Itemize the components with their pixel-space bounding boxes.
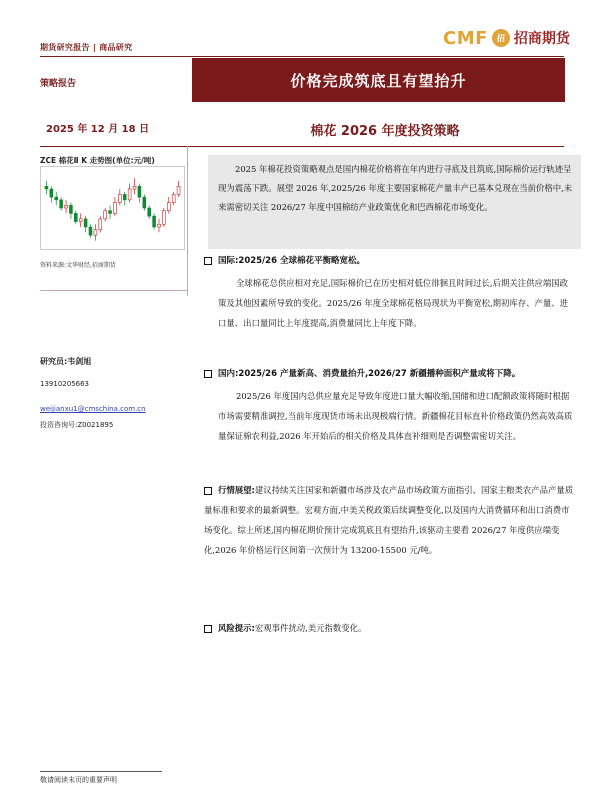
company-logo bbox=[443, 26, 570, 50]
sidebar-divider bbox=[187, 146, 188, 296]
risk-label: 风险提示: bbox=[218, 623, 255, 633]
candle-body bbox=[162, 211, 165, 225]
analyst-phone: 13910205663 bbox=[40, 380, 89, 388]
bullet-square-icon bbox=[204, 625, 212, 633]
report-type: 策略报告 bbox=[40, 79, 77, 89]
chart-source: 资料来源:文华财经,招商期货 bbox=[40, 262, 116, 269]
bullet-square-icon bbox=[204, 370, 212, 378]
analyst-email-link[interactable]: weijianxu1@cmschina.com.cn bbox=[40, 405, 146, 413]
candle-body bbox=[158, 224, 161, 227]
candle-body bbox=[109, 211, 112, 214]
candle-body bbox=[167, 203, 170, 211]
chart-divider bbox=[40, 290, 187, 291]
analyst-name: 研究员:韦剑旭 bbox=[40, 357, 92, 366]
report-title: 价格完成筑底且有望抬升 bbox=[290, 71, 467, 90]
candle-body bbox=[138, 186, 141, 197]
candle-body bbox=[148, 208, 151, 216]
candlestick-chart bbox=[40, 166, 185, 250]
candle-body bbox=[99, 219, 102, 230]
report-subtitle: 棉花 2026 年度投资策略 bbox=[310, 124, 460, 139]
subtitle-divider bbox=[40, 146, 564, 147]
candle-body bbox=[69, 205, 72, 213]
summary-text: 2025 年棉花投资策略观点是国内棉花价格将在年内进行寻底及且筑底,国际棉价运行轨迹呈现为震荡下跌。展望 2026 年,2025/26 年度主要国家棉花产量丰产已基本兑现在当前价格中,未来需密切关注 2026/27 年度中国棉纺产业政策优化和巴西棉花市场变化。 bbox=[218, 164, 573, 212]
candle-body bbox=[84, 219, 87, 227]
candle-body bbox=[113, 203, 116, 214]
risk-paragraph bbox=[204, 618, 576, 638]
candle-body bbox=[60, 200, 63, 208]
candle-body bbox=[118, 194, 121, 202]
candle-body bbox=[50, 189, 53, 197]
candle-body bbox=[128, 189, 131, 200]
header-divider bbox=[40, 56, 564, 57]
candle-body bbox=[94, 230, 97, 235]
logo-cmf-text: CMF bbox=[443, 27, 488, 49]
candle-body bbox=[123, 194, 126, 199]
footer-disclaimer: 敬请阅读末页的重要声明 bbox=[40, 776, 117, 784]
chart-title: ZCE 棉花Ⅱ K 走势图(单位:元/吨) bbox=[40, 156, 155, 165]
section-international-heading: 国际:2025/26 全球棉花平衡略宽松。 bbox=[204, 254, 365, 266]
candle-body bbox=[79, 219, 82, 222]
candle-body bbox=[104, 211, 107, 219]
outlook-body: 建议持续关注国家和新疆市场涉及农产品市场政策方面指引、国家主粮类农产品产量质量标准和要求的最新调整。宏观方面,中美关税政策后续调整变化,以及国内大消费循环和出口消费市场变化。综上所述,国内棉花期价预计完成筑底且有望抬升,该驱动主要看 2026/27 年度供应端变化,2026 年价格运行区间第一次预计为 13200-15500 元/吨。 bbox=[204, 485, 574, 555]
logo-mark-icon: 招 bbox=[492, 29, 510, 47]
section-international-body: 全球棉花总供应相对充足,国际棉价已在历史相对低位徘徊且时间过长,后期关注供应端国政策及其他因素所导致的变化。2025/26 年度全球棉花格局现状为平衡宽松,期初库存、产量、进口量、出口量同比上年度提高,消费量同比上年度下降。 bbox=[218, 278, 568, 328]
candle-body bbox=[133, 186, 136, 189]
candle-body bbox=[65, 205, 68, 208]
risk-body: 宏观事件扰动,美元指数变化。 bbox=[254, 623, 367, 633]
candle-body bbox=[172, 194, 175, 202]
section-domestic-body: 2025/26 年度国内总供应量充足导致年度进口量大幅收缩,国储和进口配额政策将随时根据市场需要精准调控,当前年度现货市场未出现极端行情。新疆棉花目标直补价格政策仍然高效高质量保证棉农利益,2026 年开始后的相关价格及具体直补细则是否调整需密切关注。 bbox=[218, 391, 573, 441]
section-domestic-heading: 国内:2025/26 产量新高、消费量抬升,2026/27 新疆播种面积产量或将下降。 bbox=[204, 367, 584, 379]
candle-body bbox=[45, 186, 48, 189]
report-category: 期货研究报告 | 商品研究 bbox=[40, 43, 133, 52]
candle-body bbox=[177, 186, 180, 194]
candle-body bbox=[143, 197, 146, 208]
outlook-paragraph bbox=[204, 480, 576, 560]
footer-divider bbox=[40, 771, 162, 772]
analyst-license: 投资咨询号:Z0021895 bbox=[40, 421, 114, 429]
logo-company-name: 招商期货 bbox=[513, 31, 570, 47]
outlook-label: 行情展望: bbox=[218, 485, 255, 495]
report-date: 2025 年 12 月 18 日 bbox=[46, 124, 150, 135]
bullet-square-icon bbox=[204, 487, 212, 495]
candle-body bbox=[55, 197, 58, 200]
candle-body bbox=[89, 227, 92, 235]
candle-body bbox=[74, 213, 77, 221]
bullet-square-icon bbox=[204, 257, 212, 265]
candle-body bbox=[153, 216, 156, 227]
